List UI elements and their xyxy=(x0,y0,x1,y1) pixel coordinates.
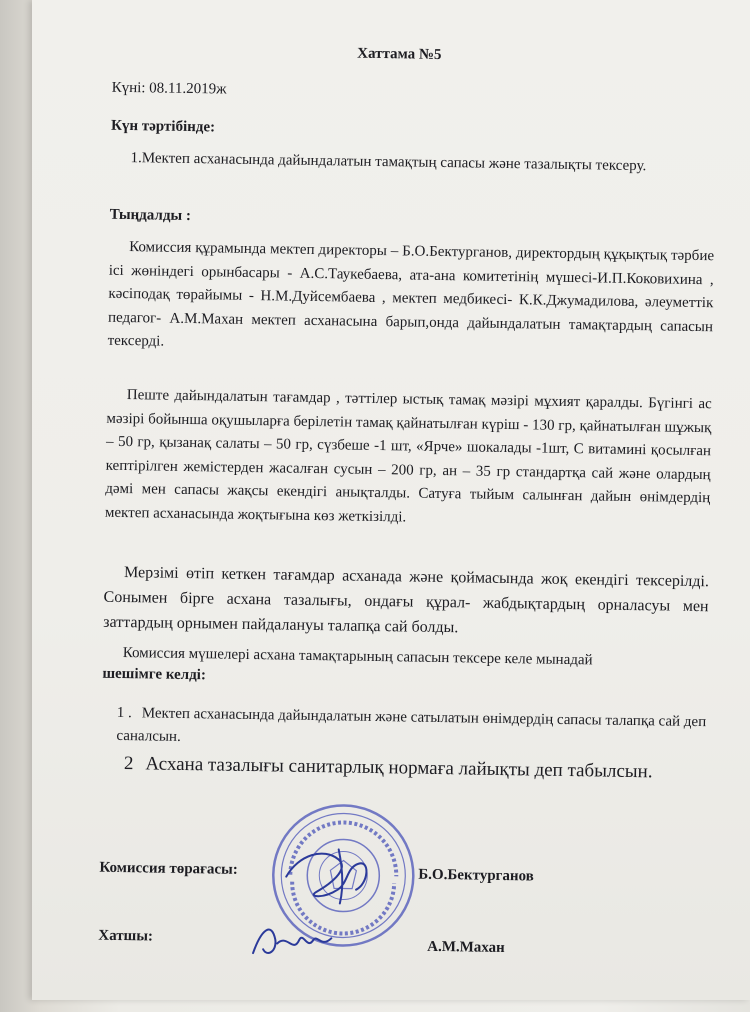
chairman-label: Комиссия төрағасы: xyxy=(99,859,238,878)
document-date: Күні: 08.11.2019ж xyxy=(111,79,227,98)
heard-heading: Тыңдалды : xyxy=(109,206,192,225)
chairman-name: Б.О.Бектурганов xyxy=(418,866,534,885)
decision-number: 2 xyxy=(123,753,134,775)
paragraph-menu: Пеште дайындалатын тағамдар , тәттілер ыстық тамақ мәзірі мұхият қаралды. Бүгінгі ас мәзірі бойынша оқушыларға берілетін тамақ қайнатылған күріш - 130 гр, қайнатылған шұжық – 50 гр, қызанақ салаты – 50 гр, сүзбеше -1 шт, «Ярче» шокалады -1шт, С витамині қосылған кептірілген жемістерден жасалған сусын – 200 гр, ан – 35 гр стандартқа сай және олардың дәмі мен сапасы жақсы екендігі анықталды. Сатуға тыйым салынған дайын өнімдердің мектеп асханасында жоқтығына көз жеткізілді. xyxy=(104,387,712,525)
paragraph-decision-intro: Комиссия мүшелері асхана тамақтарының сапасын тексере келе мынадай xyxy=(122,645,593,669)
paragraph-commission: Комиссия құрамында мектеп директоры – Б.О.Бектурганов, директордың құқықтық тәрбие ісі жөніндегі орынбасары - А.С.Таукебаева, ата-ана комитетінің мүшесі-И.П.Коковихина , кәсіподақ төрайымы - Н.М.Дуйсембаева , мектеп медбикесі- К.К.Джумадилова, әлеуметтік педагог- А.М.Махан мектеп асханасына барып,онда дайындалатын тамақтардың сапасын тексерді. xyxy=(107,239,715,350)
decision-text: Мектеп асханасында дайындалатын және сатылатын өнімдердің сапасы талапқа сай деп саналсын. xyxy=(116,705,707,745)
decision-text: Асхана тазалығы санитарлық нормаға лайықты деп табылсын. xyxy=(145,753,653,783)
decision-item-1 xyxy=(116,702,707,757)
decision-item-2 xyxy=(124,753,653,783)
agenda-heading: Күн тәртібінде: xyxy=(110,117,216,136)
secretary-label: Хатшы: xyxy=(98,927,154,945)
chairman-signature xyxy=(278,836,389,908)
document-title: Хаттама №5 xyxy=(357,45,442,63)
decision-heading: шешімге келді: xyxy=(102,665,207,684)
paragraph-expired: Мерзімі өтіп кеткен тағамдар асханада және қоймасында жоқ екендігі тексерілді. Сонымен бірге асхана тазалығы, ондағы құрал- жабдықтардың орналасуы мен заттардың орнымен пайдалануы талапқа сай болды. xyxy=(103,564,710,637)
secretary-name: А.М.Махан xyxy=(427,938,505,957)
decision-number: 1 . xyxy=(116,704,132,722)
agenda-item: 1.Мектеп асханасында дайындалатын тамақтың сапасы және тазалықты тексеру. xyxy=(130,150,647,175)
secretary-signature xyxy=(247,909,338,970)
